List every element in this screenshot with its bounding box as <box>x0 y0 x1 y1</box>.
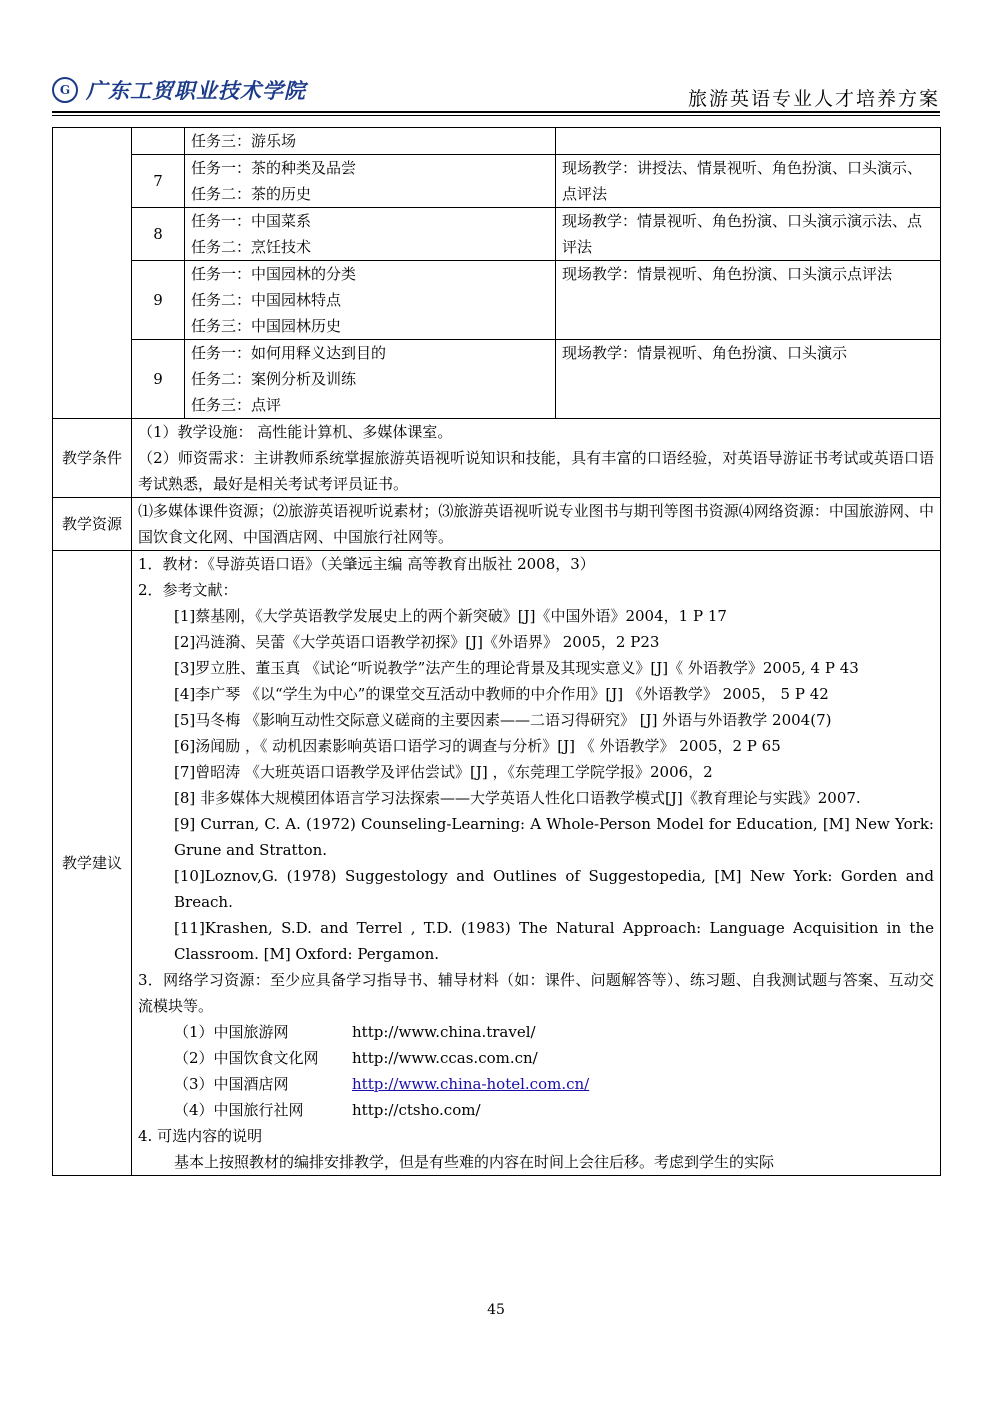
method-cell <box>556 261 941 340</box>
row-number: 8 <box>132 208 185 261</box>
row-number <box>132 128 185 155</box>
site-url: http://www.china.travel/ <box>352 1023 536 1041</box>
site-row <box>138 1071 934 1097</box>
condition-item: （2）师资需求：主讲教师系统掌握旅游英语视听说知识和技能，具有丰富的口语经验，对英语导游证书考试或英语口语考试熟悉，最好是相关考试考评员证书。 <box>138 449 934 493</box>
task-line: 任务二：案例分析及训练 <box>191 370 357 388</box>
optional-content-title: 4. 可选内容的说明 <box>138 1127 263 1145</box>
reference-item: [8] 非多媒体大规模团体语言学习法探索——大学英语人性化口语教学模式[J]《教育理论与实践》2007. <box>174 789 861 807</box>
reference-item: [6]汤闻励 ，《 动机因素影响英语口语学习的调查与分析》[J] 《 外语教学》 2005，2 P 65 <box>174 737 781 755</box>
task-line: 任务二：烹饪技术 <box>191 238 312 256</box>
reference-item: [7]曾昭涛 《大班英语口语教学及评估尝试》[J] ，《东莞理工学院学报》2006，2 <box>174 763 713 781</box>
curriculum-table <box>52 127 941 1176</box>
conditions-label: 教学条件 <box>53 419 132 498</box>
method-cell <box>556 208 941 261</box>
method-text: 现场教学：情景视听、角色扮演、口头演示 <box>562 344 848 362</box>
schedule-row <box>53 261 941 340</box>
row-number: 9 <box>132 261 185 340</box>
page-number: 45 <box>487 1302 505 1318</box>
reference-item: [2]冯涟漪、吴蕾《大学英语口语教学初探》[J]《外语界》 2005，2 P23 <box>174 633 660 651</box>
textbook-line: 1．教材：《导游英语口语》（关肇远主编 高等教育出版社 2008，3） <box>138 555 595 573</box>
school-name: 广东工贸职业技术学院 <box>86 78 306 103</box>
site-name: （3）中国酒店网 <box>174 1075 289 1093</box>
resources-row <box>53 498 941 551</box>
task-line: 任务二：茶的历史 <box>191 185 312 203</box>
method-cell <box>556 155 941 208</box>
school-logo <box>52 75 306 105</box>
task-line: 任务一：茶的种类及品尝 <box>191 159 357 177</box>
task-line: 任务一：如何用释义达到目的 <box>191 344 387 362</box>
optional-content-text: 基本上按照教材的编排安排教学，但是有些难的内容在时间上会往后移。考虑到学生的实际 <box>174 1153 775 1171</box>
schedule-row <box>53 155 941 208</box>
task-line: 任务一：中国园林的分类 <box>191 265 357 283</box>
schedule-label-cell <box>53 128 132 419</box>
suggestions-content <box>132 551 941 1176</box>
site-name: （4）中国旅行社网 <box>174 1101 304 1119</box>
task-cell <box>185 208 556 261</box>
condition-item: （1）教学设施： 高性能计算机、多媒体课室。 <box>138 423 453 441</box>
task-cell <box>185 155 556 208</box>
task-line: 任务一：中国菜系 <box>191 212 312 230</box>
method-text: 现场教学：讲授法、情景视听、角色扮演、口头演示、点评法 <box>562 159 923 203</box>
conditions-content <box>132 419 941 498</box>
method-text: 现场教学：情景视听、角色扮演、口头演示点评法 <box>562 265 893 283</box>
network-resources-title: 3．网络学习资源：至少应具备学习指导书、辅导材料（如：课件、问题解答等）、练习题、自我测试题与答案、互动交流模块等。 <box>138 971 934 1015</box>
task-line: 任务三：点评 <box>191 396 282 414</box>
schedule-row <box>53 208 941 261</box>
site-row <box>138 1019 934 1045</box>
reference-item: [11]Krashen, S.D. and Terrel , T.D. (1983) The Natural Approach: Language Acquisition in the Classroom. [M] Oxford: Pergamon. <box>174 919 934 963</box>
site-link[interactable]: http://www.china-hotel.com.cn/ <box>352 1075 590 1093</box>
row-number: 9 <box>132 340 185 419</box>
task-cell <box>185 128 556 155</box>
references-title: 2．参考文献： <box>138 581 238 599</box>
site-row <box>138 1097 934 1123</box>
suggestions-row <box>53 551 941 1176</box>
site-url: http://www.ccas.com.cn/ <box>352 1049 538 1067</box>
task-cell <box>185 261 556 340</box>
site-row <box>138 1045 934 1071</box>
task-line: 任务三：中国园林历史 <box>191 317 342 335</box>
reference-item: [4]李广琴 《以“学生为中心”的课堂交互活动中教师的中介作用》[J] 《外语教学》 2005， 5 P 42 <box>174 685 829 703</box>
reference-item: [1]蔡基刚，《大学英语教学发展史上的两个新突破》[J]《中国外语》2004，1 P 17 <box>174 607 727 625</box>
task-cell <box>185 340 556 419</box>
schedule-row <box>53 128 941 155</box>
row-number: 7 <box>132 155 185 208</box>
reference-item: [3]罗立胜、董玉真 《试论“听说教学”法产生的理论背景及其现实意义》[J]《 外语教学》2005, 4 P 43 <box>174 659 859 677</box>
resources-content <box>132 498 941 551</box>
school-emblem-icon: G <box>52 77 78 103</box>
task-line: 任务二：中国园林特点 <box>191 291 342 309</box>
site-name: （2）中国饮食文化网 <box>174 1049 319 1067</box>
method-cell <box>556 128 941 155</box>
resources-label: 教学资源 <box>53 498 132 551</box>
schedule-row <box>53 340 941 419</box>
resources-text: ⑴多媒体课件资源；⑵旅游英语视听说素材；⑶旅游英语视听说专业图书与期刊等图书资源⑷网络资源：中国旅游网、中国饮食文化网、中国酒店网、中国旅行社网等。 <box>138 502 934 546</box>
site-name: （1）中国旅游网 <box>174 1023 289 1041</box>
method-cell <box>556 340 941 419</box>
task-line: 任务三：游乐场 <box>191 132 297 150</box>
header-divider <box>52 111 940 113</box>
conditions-row <box>53 419 941 498</box>
method-text: 现场教学：情景视听、角色扮演、口头演示演示法、点评法 <box>562 212 923 256</box>
document-title: 旅游英语专业人才培养方案 <box>687 88 940 110</box>
suggestions-label: 教学建议 <box>53 551 132 1176</box>
reference-item: [5]马冬梅 《影响互动性交际意义磋商的主要因素——二语习得研究》 [J] 外语与外语教学 2004(7) <box>174 711 832 729</box>
reference-item: [10]Loznov,G. (1978) Suggestology and Outlines of Suggestopedia, [M] New York: Gorden and Breach. <box>174 867 934 911</box>
reference-item: [9] Curran, C. A. (1972) Counseling-Learning: A Whole-Person Model for Education, [M] New York: Grune and Stratton. <box>174 815 934 859</box>
header-divider-thin <box>52 115 940 116</box>
site-url: http://ctsho.com/ <box>352 1101 481 1119</box>
